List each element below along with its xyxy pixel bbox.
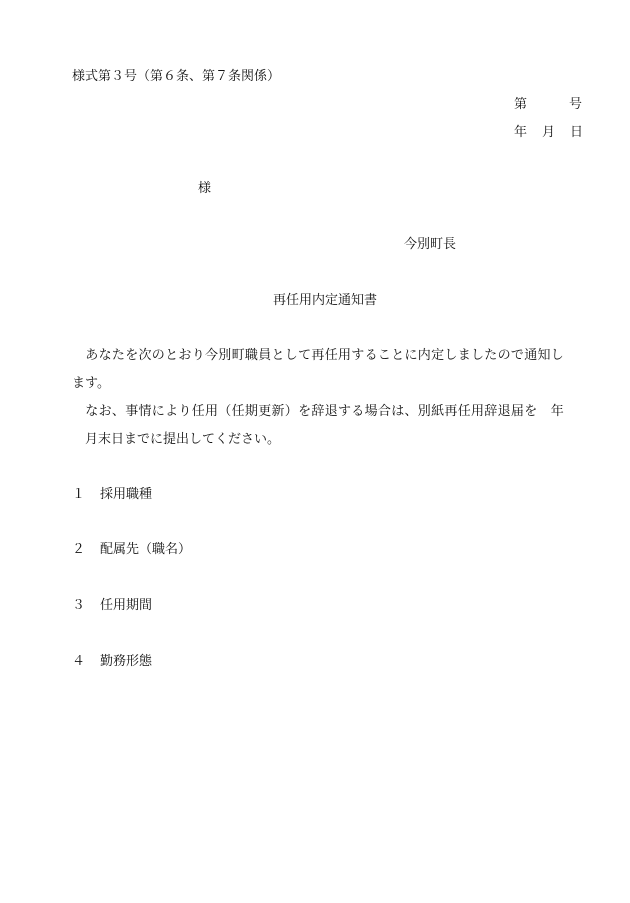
body-paragraph-1-line-2: ます。 [72,376,110,391]
list-item-number: ３ [72,598,86,613]
list-item-label: 配属先（職名） [100,542,192,557]
body-paragraph-1-line-1: あなたを次のとおり今別町職員として再任用することに内定しましたので通知し [72,348,565,363]
list-item-number: ２ [72,542,86,557]
recipient-honorific: 様 [198,181,212,196]
document-number-label: 第 [514,97,528,112]
document-number-suffix: 号 [569,97,583,112]
body-paragraph-2-line-2: 月末日までに提出してください。 [72,432,281,447]
date-day-label: 日 [570,125,584,140]
list-item [72,599,152,612]
sender-title: 今別町長 [404,237,457,252]
list-item-number: １ [72,487,86,502]
document-title: 再任用内定通知書 [273,293,378,308]
list-item-label: 採用職種 [100,487,153,502]
list-item-label: 勤務形態 [100,654,153,669]
date-year-label: 年 [514,125,528,140]
date-month-label: 月 [542,125,556,140]
body-paragraph-2-line-1: なお、事情により任用（任期更新）を辞退する場合は、別紙再任用辞退届を 年 [72,404,565,419]
list-item-number: ４ [72,654,86,669]
list-item [72,543,191,556]
list-item-label: 任用期間 [100,598,153,613]
list-item [72,488,152,501]
form-number: 様式第３号（第６条、第７条関係） [72,69,281,84]
list-item [72,655,152,668]
